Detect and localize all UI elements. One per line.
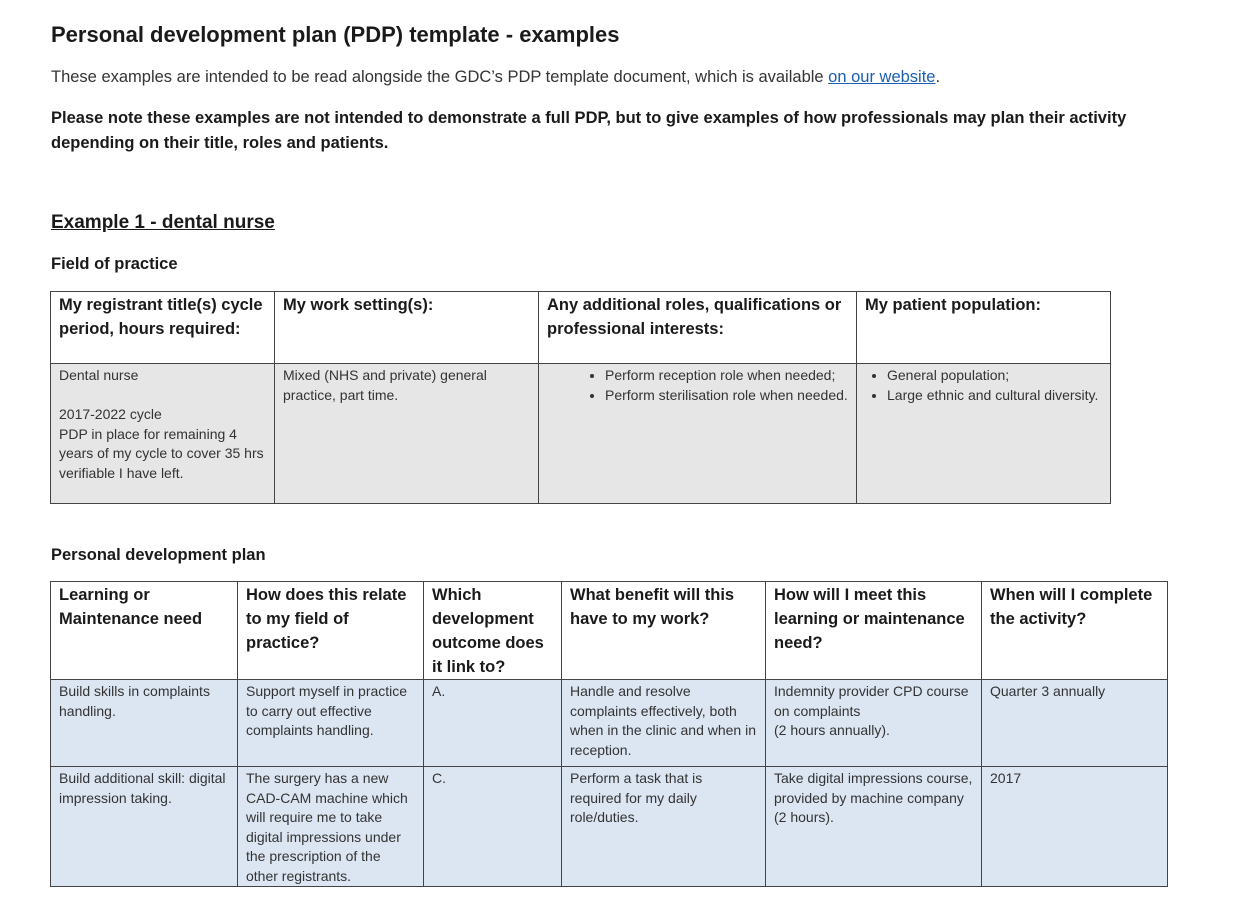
header-registrant-title: My registrant title(s) cycle period, hours required:: [51, 292, 275, 364]
outcome-cell: C.: [424, 767, 562, 887]
website-link[interactable]: on our website: [828, 68, 936, 86]
note-paragraph: Please note these examples are not intended to demonstrate a full PDP, but to give examples of how professionals may plan their activity depending on their title, roles and patients.: [51, 109, 1127, 152]
cycle-value: 2017-2022 cycle: [59, 406, 162, 422]
header-need: Learning or Maintenance need: [51, 582, 238, 680]
how-cell: [766, 767, 982, 887]
how-cell: [766, 680, 982, 767]
field-of-practice-label: Field of practice: [51, 255, 178, 273]
example-heading: Example 1 - dental nurse: [51, 212, 275, 233]
header-additional-roles: Any additional roles, qualifications or professional interests:: [539, 292, 857, 364]
registrant-title-value: Dental nurse: [59, 367, 139, 383]
header-work-setting: My work setting(s):: [275, 292, 539, 364]
header-relate: How does this relate to my field of practice?: [238, 582, 424, 680]
pdp-table: [50, 581, 1168, 887]
hours-value: PDP in place for remaining 4 years of my cycle to cover 35 hrs verifiable I have left.: [59, 425, 264, 481]
how-hours: (2 hours annually).: [774, 722, 890, 738]
patient-population-list: [865, 366, 1102, 405]
patient-population-cell: [857, 364, 1111, 504]
header-benefit: What benefit will this have to my work?: [562, 582, 766, 680]
need-cell: Build skills in complaints handling.: [51, 680, 238, 767]
benefit-cell: Handle and resolve complaints effectively, both when in the clinic and when in reception.: [562, 680, 766, 767]
work-setting-cell: Mixed (NHS and private) general practice, part time.: [275, 364, 539, 504]
benefit-cell: Perform a task that is required for my daily role/duties.: [562, 767, 766, 887]
list-item: • General population;: [887, 366, 1102, 386]
need-cell: Build additional skill: digital impression taking.: [51, 767, 238, 887]
additional-roles-list: [547, 366, 848, 405]
header-how: How will I meet this learning or maintenance need?: [766, 582, 982, 680]
list-item: • Large ethnic and cultural diversity.: [887, 386, 1102, 406]
list-item: • Perform reception role when needed;: [605, 366, 848, 386]
intro-text: These examples are intended to be read alongside the GDC’s PDP template document, which is available: [51, 68, 829, 86]
how-text: Take digital impressions course, provided by machine company (2 hours).: [774, 770, 973, 825]
field-of-practice-table: [50, 291, 1111, 504]
table-header-row: [51, 582, 1168, 680]
header-when: When will I complete the activity?: [982, 582, 1168, 680]
additional-roles-cell: [539, 364, 857, 504]
header-patient-population: My patient population:: [857, 292, 1111, 364]
list-item: • Perform sterilisation role when needed.: [605, 386, 848, 406]
pdp-label: Personal development plan: [51, 546, 266, 564]
relate-cell: The surgery has a new CAD-CAM machine which will require me to take digital impressions under the prescription of the other registrants.: [238, 767, 424, 887]
table-header-row: [51, 292, 1111, 364]
table-row: [51, 364, 1111, 504]
outcome-cell: A.: [424, 680, 562, 767]
page-title: Personal development plan (PDP) template - examples: [51, 22, 620, 47]
header-outcome: Which development outcome does it link to?: [424, 582, 562, 680]
intro-end: .: [935, 68, 941, 86]
when-cell: Quarter 3 annually: [982, 680, 1168, 767]
when-cell: 2017: [982, 767, 1168, 887]
how-text: Indemnity provider CPD course on complaints: [774, 683, 969, 719]
table-row: [51, 680, 1168, 767]
intro-paragraph: [51, 68, 940, 87]
registrant-title-cell: [51, 364, 275, 504]
relate-cell: Support myself in practice to carry out effective complaints handling.: [238, 680, 424, 767]
table-row: [51, 767, 1168, 887]
